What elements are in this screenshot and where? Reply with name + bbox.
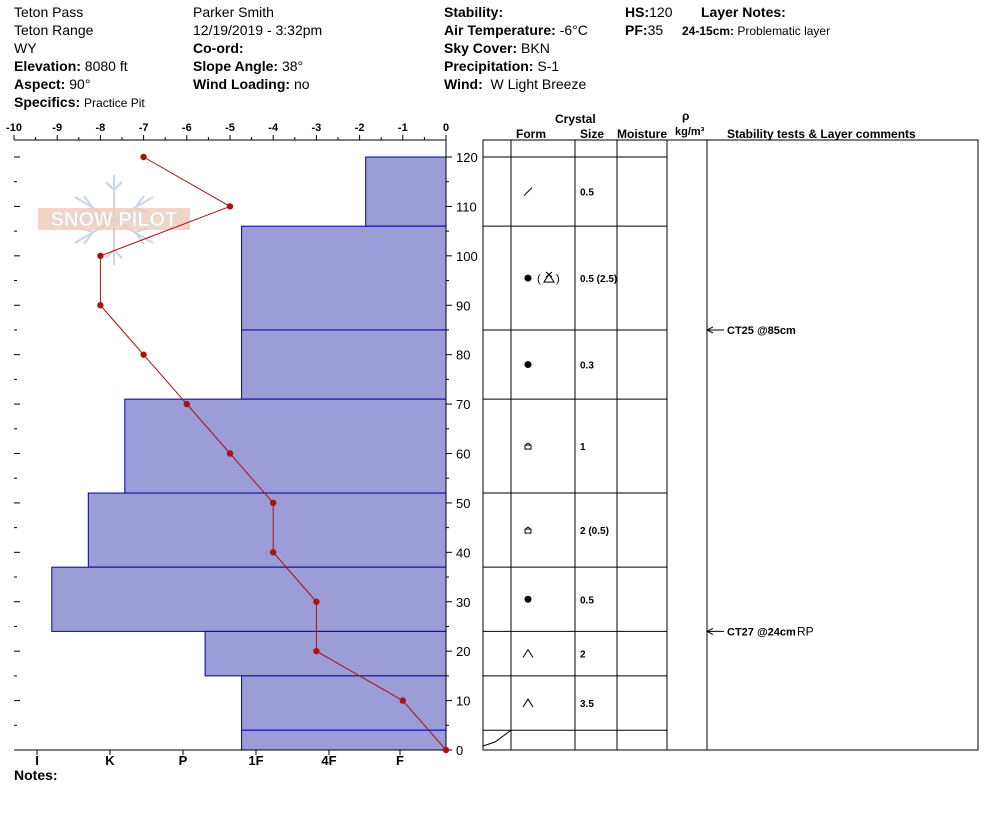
size-header: Size (580, 127, 605, 141)
temperature-point (270, 500, 276, 506)
layer-size: 0.5 (580, 187, 594, 199)
hardness-bar (242, 226, 446, 330)
height-tick-label: 90 (456, 298, 471, 314)
sky-cover: Sky Cover: BKN (444, 40, 550, 56)
temp-tick-label: -1 (397, 122, 408, 134)
density-unit: kg/m³ (675, 126, 705, 138)
height-tick-label: 10 (456, 693, 471, 709)
depth-hoar-icon (525, 443, 531, 449)
state: WY (14, 40, 37, 56)
layer-table (483, 140, 978, 750)
aspect: Aspect: 90° (14, 76, 91, 92)
temperature-point (184, 401, 190, 407)
temp-tick-label: -3 (311, 122, 322, 134)
hardness-bars (52, 157, 446, 750)
svg-text:(: ( (537, 273, 541, 286)
layer-note: 24-15cm: Problematic layer (682, 24, 831, 38)
height-tick-label: 70 (456, 397, 471, 413)
temp-tick-label: 0 (442, 122, 450, 134)
graupel-stellar-icon (525, 272, 560, 285)
density-symbol: ρ (682, 109, 690, 123)
temperature-point (443, 747, 449, 753)
table-frame (483, 140, 978, 750)
height-tick-label: 120 (456, 150, 478, 165)
precipitation: Precipitation: S-1 (444, 58, 560, 74)
layer-size: 0.3 (580, 360, 594, 372)
temperature-point (270, 549, 276, 555)
svg-text:): ) (556, 273, 560, 286)
temp-tick-label: -8 (95, 122, 106, 134)
watermark-text: SNOW PILOT (50, 209, 178, 231)
hardness-bar (242, 730, 446, 750)
facet-icon (523, 650, 533, 658)
temperature-point (97, 253, 103, 259)
temp-tick-label: -4 (268, 122, 279, 134)
wind-loading: Wind Loading: no (193, 76, 310, 92)
height-tick-label: 80 (456, 347, 471, 363)
height-tick-label: 40 (456, 545, 471, 561)
temp-tick-label: -6 (181, 122, 192, 134)
temperature-point (140, 351, 146, 357)
temp-tick-label: -9 (52, 122, 63, 134)
hardness-tick-label: I (35, 753, 39, 768)
depth-hoar-icon (525, 527, 531, 533)
hardness-bar (52, 567, 446, 631)
hardness-tick-label: K (105, 753, 115, 768)
specifics: Specifics: Practice Pit (14, 94, 145, 110)
temp-tick-label: -10 (6, 122, 22, 134)
temperature-point (313, 648, 319, 654)
comments-header: Stability tests & Layer comments (727, 127, 916, 141)
crystal-header: Crystal (555, 112, 596, 126)
height-tick-label: 30 (456, 594, 471, 610)
layer-size: 0.5 (2.5) (580, 274, 618, 286)
datetime: 12/19/2019 - 3:32pm (193, 22, 323, 38)
hardness-tick-label: 1F (248, 753, 264, 768)
stability-label: Stability: (444, 4, 504, 20)
rounded-grain-icon (525, 361, 532, 368)
elevation: Elevation: 8080 ft (14, 58, 128, 74)
rounded-grain-icon (525, 596, 532, 603)
hardness-bar (242, 676, 446, 730)
layer-size: 2 (580, 649, 586, 661)
height-tick-label: 100 (456, 248, 478, 264)
faceted-rounded-icon (524, 188, 532, 196)
temperature-point (97, 302, 103, 308)
stability-test-label: CT25 @85cm (727, 324, 796, 337)
temp-tick-label: -5 (225, 122, 235, 134)
pf: PF:35 (625, 22, 664, 38)
moisture-header: Moisture (617, 127, 668, 141)
hardness-tick-label: P (178, 753, 188, 768)
temperature-point (400, 697, 406, 703)
hardness-bar (125, 399, 446, 493)
layer-size: 1 (580, 442, 586, 454)
layer-size: 3.5 (580, 699, 594, 711)
observer: Parker Smith (193, 4, 274, 20)
hs: HS:120 (625, 4, 673, 20)
facet-icon (523, 699, 533, 707)
hardness-bar (242, 330, 446, 399)
hardness-bar (205, 631, 446, 675)
height-tick-label: 0 (456, 743, 464, 758)
form-header: Form (516, 127, 546, 141)
height-tick-label: 110 (456, 199, 477, 215)
height-tick-label: 60 (456, 446, 471, 462)
temp-tick-label: -7 (138, 122, 149, 134)
layer-size: 2 (0.5) (580, 526, 609, 538)
wind: Wind: W Light Breeze (444, 76, 587, 92)
coord-label: Co-ord: (193, 40, 244, 56)
notes-label: Notes: (14, 767, 58, 783)
slope-angle: Slope Angle: 38° (193, 58, 304, 74)
temperature-point (227, 203, 233, 209)
bottom-connector (483, 730, 511, 746)
temp-tick-label: -2 (354, 122, 365, 134)
layer-notes-label: Layer Notes: (701, 4, 786, 20)
height-tick-label: 50 (456, 495, 471, 511)
location: Teton Pass (14, 4, 84, 20)
stability-test-label: CT27 @24cm (727, 626, 796, 639)
height-tick-label: 20 (456, 644, 471, 660)
air-temperature: Air Temperature: -6°C (444, 22, 588, 38)
temperature-point (140, 154, 146, 160)
hardness-tick-label: 4F (321, 753, 337, 768)
hardness-tick-label: F (396, 753, 404, 768)
stability-test-extra: RP (797, 624, 814, 639)
hardness-bar (88, 493, 446, 567)
snowpilot-watermark (38, 175, 190, 265)
range: Teton Range (14, 22, 94, 38)
temperature-point (313, 599, 319, 605)
layer-size: 0.5 (580, 595, 594, 607)
hardness-bar (366, 157, 446, 226)
temperature-point (227, 450, 233, 456)
